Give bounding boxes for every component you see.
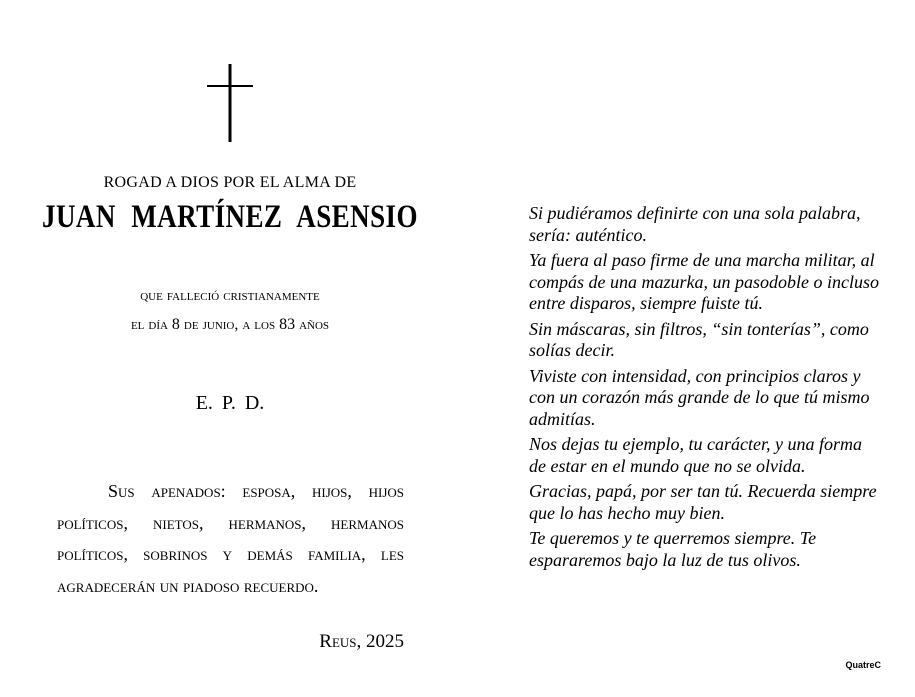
poem-paragraph: Si pudiéramos definirte con una sola palabra, sería: auténtico. <box>529 203 861 245</box>
poem-paragraph: Sin máscaras, sin filtros, “sin tonterías”, como solías decir. <box>529 318 869 360</box>
place-date: Reus, 2025 <box>319 631 404 652</box>
mourners-block <box>57 476 404 602</box>
death-line-2: el día 8 de junio, a los 83 años <box>130 316 330 333</box>
poem-paragraph: Viviste con intensidad, con principios claros y con un corazón más grande de lo que tú mismo admitías. <box>529 365 870 429</box>
intro-text: ROGAD A DIOS POR EL ALMA DE <box>103 174 357 191</box>
printer-brand: QuatreC <box>845 660 881 670</box>
cross-icon <box>205 64 255 144</box>
death-line-1: que falleció cristianamente <box>140 287 320 304</box>
mourners-text: Sus apenados: esposa, hijos, hijos políticos, nietos, hermanos, hermanos políticos, sobrinos y demás familia, les agradecerán un piadoso recuerdo. <box>57 481 404 596</box>
poem-paragraph: Te queremos y te querremos siempre. Te espararemos bajo la luz de tus olivos. <box>529 528 817 570</box>
poem-block <box>529 203 879 575</box>
epd-text: E. P. D. <box>195 392 265 414</box>
poem-paragraph: Gracias, papá, por ser tan tú. Recuerda siempre que lo has hecho muy bien. <box>529 481 877 523</box>
poem-paragraph: Nos dejas tu ejemplo, tu carácter, y una forma de estar en el mundo que no se olvida. <box>529 434 862 476</box>
deceased-name: JUAN MARTÍNEZ ASENSIO <box>42 199 418 235</box>
poem-paragraph: Ya fuera al paso firme de una marcha militar, al compás de una mazurka, un pasodoble o incluso entre disparos, siempre fuiste tú. <box>529 250 879 313</box>
